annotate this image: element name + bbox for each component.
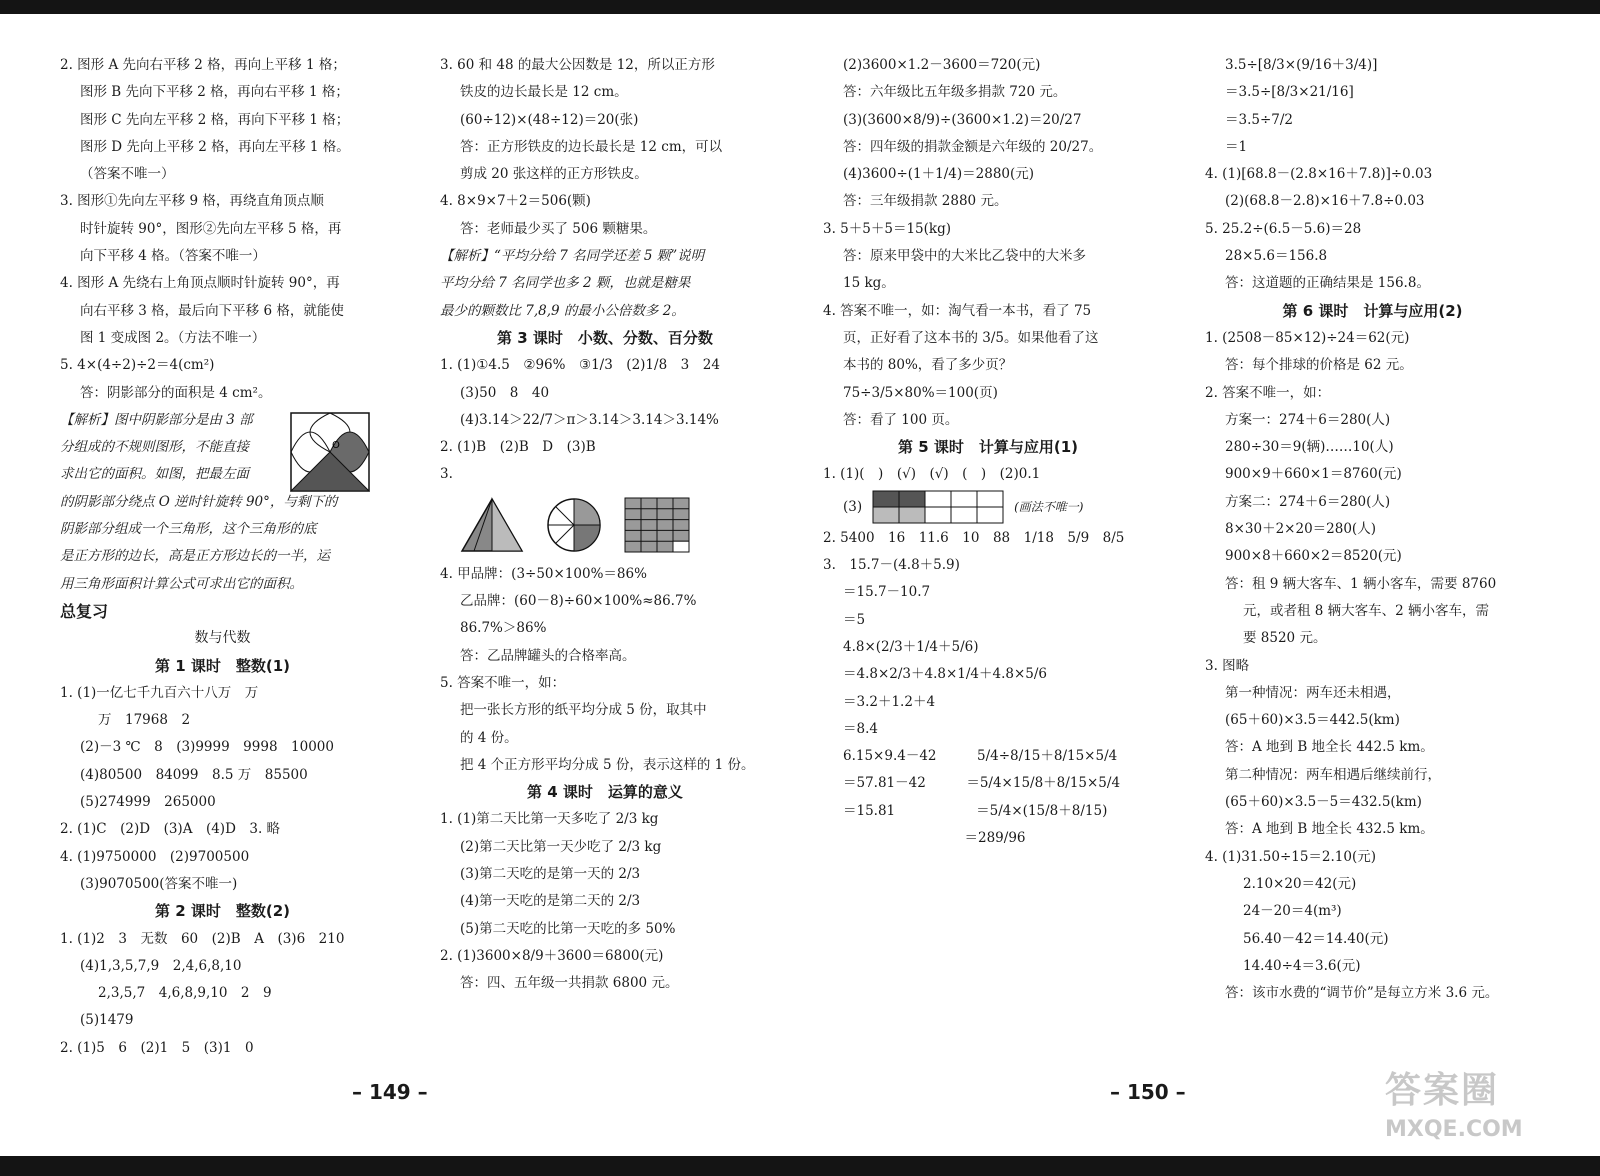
text-line: 是正方形的边长，高是正方形边长的一半，运 xyxy=(60,548,330,565)
text-line: 24－20＝4(m³) xyxy=(1243,903,1342,920)
text-line: 方案二：274＋6＝280(人) xyxy=(1225,493,1391,510)
text-line: 28×5.6＝156.8 xyxy=(1225,248,1328,265)
page-number-right: – 150 – xyxy=(1110,1080,1186,1104)
text-line: ＝3.5÷[8/3×21/16] xyxy=(1225,84,1354,101)
text-line: 元，或者租 8 辆大客车、2 辆小客车，需 xyxy=(1243,602,1490,619)
text-line: (3)50 8 40 xyxy=(460,384,550,401)
top-border xyxy=(0,0,1600,14)
text-line: 75÷3/5×80%＝100(页) xyxy=(843,384,998,401)
text-line: 3. 5＋5＋5＝15(kg) xyxy=(823,220,951,237)
text-line: 3.5÷[8/3×(9/16＋3/4)] xyxy=(1225,57,1378,73)
text-line: 分组成的不规则图形，不能直接 xyxy=(60,439,249,456)
text-line: 答：乙品牌罐头的合格率高。 xyxy=(460,647,636,664)
column-2-part-a xyxy=(440,52,770,489)
text-line: 答：租 9 辆大客车、1 辆小客车，需要 8760 xyxy=(1225,575,1497,592)
text-line: 2. 答案不唯一，如： xyxy=(1205,384,1331,401)
text-line: 【解析】“平均分给 7 名同学还差 5 颗”说明 xyxy=(440,248,705,265)
column-3 xyxy=(823,52,1153,852)
text-line: 答：看了 100 页。 xyxy=(843,411,959,428)
text-line: 1. (1)①4.5 ②96% ③1/3 (2)1/8 3 24 xyxy=(440,357,720,374)
shaded-square-figure xyxy=(290,412,370,496)
text-line: 4. 答案不唯一，如：淘气看一本书，看了 75 xyxy=(823,302,1092,319)
text-line: (2)(68.8－2.8)×16＋7.8÷0.03 xyxy=(1225,193,1425,210)
text-line: 平均分给 7 名同学也多 2 颗，也就是糖果 xyxy=(440,275,691,292)
text-line: 第二种情况：两车相遇后继续前行， xyxy=(1225,766,1441,783)
watermark-logo: 答案圈 MXQE.COM xyxy=(1385,1070,1523,1142)
bar-prefix: (3) xyxy=(843,498,863,515)
column-3-part-a xyxy=(823,52,1153,489)
text-line: 4. 图形 A 先绕右上角顶点顺时针旋转 90°，再 xyxy=(60,275,340,292)
text-line: 答：六年级比五年级多捐款 720 元。 xyxy=(843,84,1067,101)
figure-row xyxy=(440,489,770,561)
text-line: (4)3.14̇＞22/7＞π＞3.14̇＞3.14＞3.14% xyxy=(460,411,719,428)
text-line: 6.15×9.4－42 5/4÷8/15＋8/15×5/4 xyxy=(843,748,1118,765)
text-line: ＝3.5÷7/2 xyxy=(1225,111,1294,128)
svg-text:O: O xyxy=(332,440,340,451)
text-line: 第 2 课时 整数(2) xyxy=(154,902,291,921)
text-line: 2. (1)C (2)D (3)A (4)D 3. 略 xyxy=(60,821,281,838)
text-line: 3. 图略 xyxy=(1205,657,1250,674)
text-line: (2)－3 ℃ 8 (3)9999 9998 10000 xyxy=(80,739,334,756)
text-line: 总复习 xyxy=(60,601,109,621)
text-line: 1. (1)一亿七千九百六十八万 万 xyxy=(60,684,259,701)
text-line: 4.8×(2/3＋1/4＋5/6) xyxy=(843,638,979,655)
text-line: 本书的 80%，看了多少页？ xyxy=(843,357,1013,374)
text-line: 第 6 课时 计算与应用(2) xyxy=(1282,301,1463,320)
text-line: 图形 B 先向下平移 2 格，再向右平移 1 格； xyxy=(80,84,349,101)
triangle-figure xyxy=(460,497,524,553)
text-line: ＝1 xyxy=(1225,138,1248,155)
text-line: 15 kg。 xyxy=(843,275,895,292)
text-line: 4. 甲品牌：(3÷50×100%＝86% xyxy=(440,565,647,582)
text-line: 答：正方形铁皮的边长最长是 12 cm，可以 xyxy=(460,138,723,155)
text-line: 900×8＋660×2＝8520(元) xyxy=(1225,548,1402,565)
text-line: 3. 图形①先向左平移 9 格，再绕直角顶点顺 xyxy=(60,193,324,210)
text-line: 1. (1)( ) (√) (√) ( ) (2)0.1 xyxy=(823,466,1041,483)
text-line: (4)3600÷(1＋1/4)＝2880(元) xyxy=(843,166,1035,183)
text-line: ＝57.81－42 ＝5/4×15/8＋8/15×5/4 xyxy=(843,775,1121,792)
bar-diagram-row xyxy=(823,489,1153,525)
text-line: (2)3600×1.2－3600＝720(元) xyxy=(843,57,1041,73)
text-line: ＝4.8×2/3＋4.8×1/4＋4.8×5/6 xyxy=(843,666,1048,683)
text-line: (4)第一天吃的是第二天的 2/3 xyxy=(460,893,641,910)
grid-figure xyxy=(624,497,690,553)
text-line: 答：三年级捐款 2880 元。 xyxy=(843,193,1008,210)
text-line: 4. 8×9×7＋2＝506(颗) xyxy=(440,193,591,210)
text-line: 56.40－42＝14.40(元) xyxy=(1243,930,1389,947)
text-line: 阴影部分组成一个三角形，这个三角形的底 xyxy=(60,521,317,538)
text-line: 乙品牌：(60－8)÷60×100%≈86.7% xyxy=(460,593,697,610)
text-line: 答：A 地到 B 地全长 432.5 km。 xyxy=(1225,821,1434,838)
text-line: 万 17968 2 xyxy=(98,712,191,729)
bar-note: (画法不唯一) xyxy=(1014,500,1084,515)
text-line: 答：A 地到 B 地全长 442.5 km。 xyxy=(1225,739,1434,756)
text-line: 答：四、五年级一共捐款 6800 元。 xyxy=(460,975,679,992)
text-line: 数与代数 xyxy=(194,630,251,647)
text-line: 答：老师最少买了 506 颗糖果。 xyxy=(460,220,657,237)
text-line: 答：原来甲袋中的大米比乙袋中的大米多 xyxy=(843,248,1086,265)
text-line: 把一张长方形的纸平均分成 5 份，取其中 xyxy=(460,702,707,719)
text-line: 方案一：274＋6＝280(人) xyxy=(1225,411,1391,428)
text-line: (4)80500 84099 8.5 万 85500 xyxy=(80,766,308,783)
page-number-left: – 149 – xyxy=(352,1080,428,1104)
text-line: 2. (1)3600×8/9＋3600＝6800(元) xyxy=(440,947,664,964)
text-line: （答案不唯一） xyxy=(80,166,175,183)
text-line: (3)(3600×8/9)÷(3600×1.2)＝20/27 xyxy=(843,111,1082,128)
text-line: 8×30＋2×20＝280(人) xyxy=(1225,521,1376,538)
text-line: 求出它的面积。如图，把最左面 xyxy=(60,466,249,483)
text-line: 900×9＋660×1＝8760(元) xyxy=(1225,466,1402,483)
text-line: 5. 25.2÷(6.5－5.6)＝28 xyxy=(1205,220,1362,237)
text-line: 2. 5400 16 11.6 10 88 1/18 5/9 8/5 xyxy=(823,529,1125,546)
text-line: 2. (1)B (2)B D (3)B xyxy=(440,439,596,456)
text-line: 3. 15.7－(4.8＋5.9) xyxy=(823,557,960,574)
text-line: ＝8.4 xyxy=(843,720,878,737)
text-line: 1. (2508－85×12)÷24＝62(元) xyxy=(1205,329,1410,346)
text-line: 第 5 课时 计算与应用(1) xyxy=(897,438,1079,457)
text-line: (60÷12)×(48÷12)＝20(张) xyxy=(460,111,639,128)
text-line: 答：每个排球的价格是 62 元。 xyxy=(1225,357,1413,374)
text-line: 答：该市水费的“调节价”是每立方米 3.6 元。 xyxy=(1225,985,1499,1002)
text-line: 280÷30＝9(辆)……10(人) xyxy=(1225,439,1394,456)
text-line: (3)9070500(答案不唯一) xyxy=(80,875,238,892)
text-line: 2.10×20＝42(元) xyxy=(1243,875,1357,892)
text-line: 2,3,5,7 4,6,8,9,10 2 9 xyxy=(98,985,272,1002)
text-line: 第一种情况：两车还未相遇， xyxy=(1225,684,1401,701)
text-line: ＝15.7－10.7 xyxy=(843,584,931,601)
text-line: 1. (1)2 3 无数 60 (2)B A (3)6 210 xyxy=(60,930,345,947)
text-line: 3. xyxy=(440,466,453,483)
text-line: ＝3.2＋1.2＋4 xyxy=(843,693,936,710)
fraction-bar xyxy=(872,490,1004,524)
text-line: 答：四年级的捐款金额是六年级的 20/27。 xyxy=(843,138,1103,155)
text-line: 的阴影部分绕点 O 逆时针旋转 90°，与剩下的 xyxy=(60,493,338,510)
text-line: 图形 C 先向左平移 2 格，再向下平移 1 格； xyxy=(80,111,350,128)
text-line: 第 4 课时 运算的意义 xyxy=(527,783,683,802)
circle-figure xyxy=(546,497,602,553)
text-line: 用三角形面积计算公式可求出它的面积。 xyxy=(60,575,303,592)
text-line: 向右平移 3 格，最后向下平移 6 格，就能使 xyxy=(80,302,344,319)
text-line: (5)第二天吃的比第一天吃的多 50% xyxy=(460,920,676,937)
text-line: 最少的颗数比 7,8,9 的最小公倍数多 2。 xyxy=(440,302,685,319)
text-line: (2)第二天比第一天少吃了 2/3 kg xyxy=(460,838,662,855)
text-line: 页，正好看了这本书的 3/5。如果他看了这 xyxy=(843,329,1099,346)
text-line: 铁皮的边长最长是 12 cm。 xyxy=(460,84,628,101)
text-line: 14.40÷4＝3.6(元) xyxy=(1243,957,1361,974)
text-line: 时针旋转 90°，图形②先向左平移 5 格，再 xyxy=(80,220,342,237)
text-line: 3. 60 和 48 的最大公因数是 12，所以正方形 xyxy=(440,57,715,73)
text-line: 图 1 变成图 2。（方法不唯一） xyxy=(80,329,266,346)
text-line: 5. 4×(4÷2)÷2＝4(cm²) xyxy=(60,357,215,374)
text-line: 【解析】图中阴影部分是由 3 部 xyxy=(60,411,253,428)
text-line: 1. (1)第二天比第一天多吃了 2/3 kg xyxy=(440,811,659,828)
text-line: 把 4 个正方形平均分成 5 份，表示这样的 1 份。 xyxy=(460,756,755,773)
text-line: 4. (1)[68.8－(2.8×16＋7.8)]÷0.03 xyxy=(1205,166,1433,183)
text-line: (5)1479 xyxy=(80,1012,134,1029)
text-line: 第 3 课时 小数、分数、百分数 xyxy=(497,328,713,347)
text-line: 图形 D 先向上平移 2 格，再向左平移 1 格。 xyxy=(80,138,350,155)
text-line: 4. (1)9750000 (2)9700500 xyxy=(60,848,250,865)
column-4 xyxy=(1205,52,1540,1007)
text-line: 2. (1)5 6 (2)1 5 (3)1 0 xyxy=(60,1039,254,1056)
text-line: (3)第二天吃的是第一天的 2/3 xyxy=(460,866,641,883)
text-line: (65＋60)×3.5－5＝432.5(km) xyxy=(1225,794,1422,811)
text-line: ＝289/96 xyxy=(843,830,1026,847)
column-3-part-b xyxy=(823,525,1153,853)
bottom-border xyxy=(0,1156,1600,1176)
text-line: 剪成 20 张这样的正方形铁皮。 xyxy=(460,166,648,183)
text-line: 86.7%＞86% xyxy=(460,620,547,637)
text-line: 的 4 份。 xyxy=(460,729,518,746)
text-line: (65＋60)×3.5＝442.5(km) xyxy=(1225,712,1400,729)
column-2 xyxy=(440,52,770,998)
text-line: 答：这道题的正确结果是 156.8。 xyxy=(1225,275,1430,292)
text-line: ＝5 xyxy=(843,611,866,628)
text-line: (4)1,3,5,7,9 2,4,6,8,10 xyxy=(80,957,242,974)
text-line: 第 1 课时 整数(1) xyxy=(154,656,291,675)
text-line: 5. 答案不唯一，如： xyxy=(440,674,566,691)
text-line: ＝15.81 ＝5/4×(15/8＋8/15) xyxy=(843,802,1108,819)
text-line: 向下平移 4 格。（答案不唯一） xyxy=(80,248,266,265)
text-line: 要 8520 元。 xyxy=(1243,630,1327,647)
text-line: (5)274999 265000 xyxy=(80,794,216,811)
text-line: 4. (1)31.50÷15＝2.10(元) xyxy=(1205,848,1377,865)
column-1 xyxy=(60,52,385,1062)
text-line: 2. 图形 A 先向右平移 2 格，再向上平移 1 格； xyxy=(60,57,346,73)
column-2-part-b xyxy=(440,561,770,998)
text-line: 答：阴影部分的面积是 4 cm²。 xyxy=(80,384,272,401)
